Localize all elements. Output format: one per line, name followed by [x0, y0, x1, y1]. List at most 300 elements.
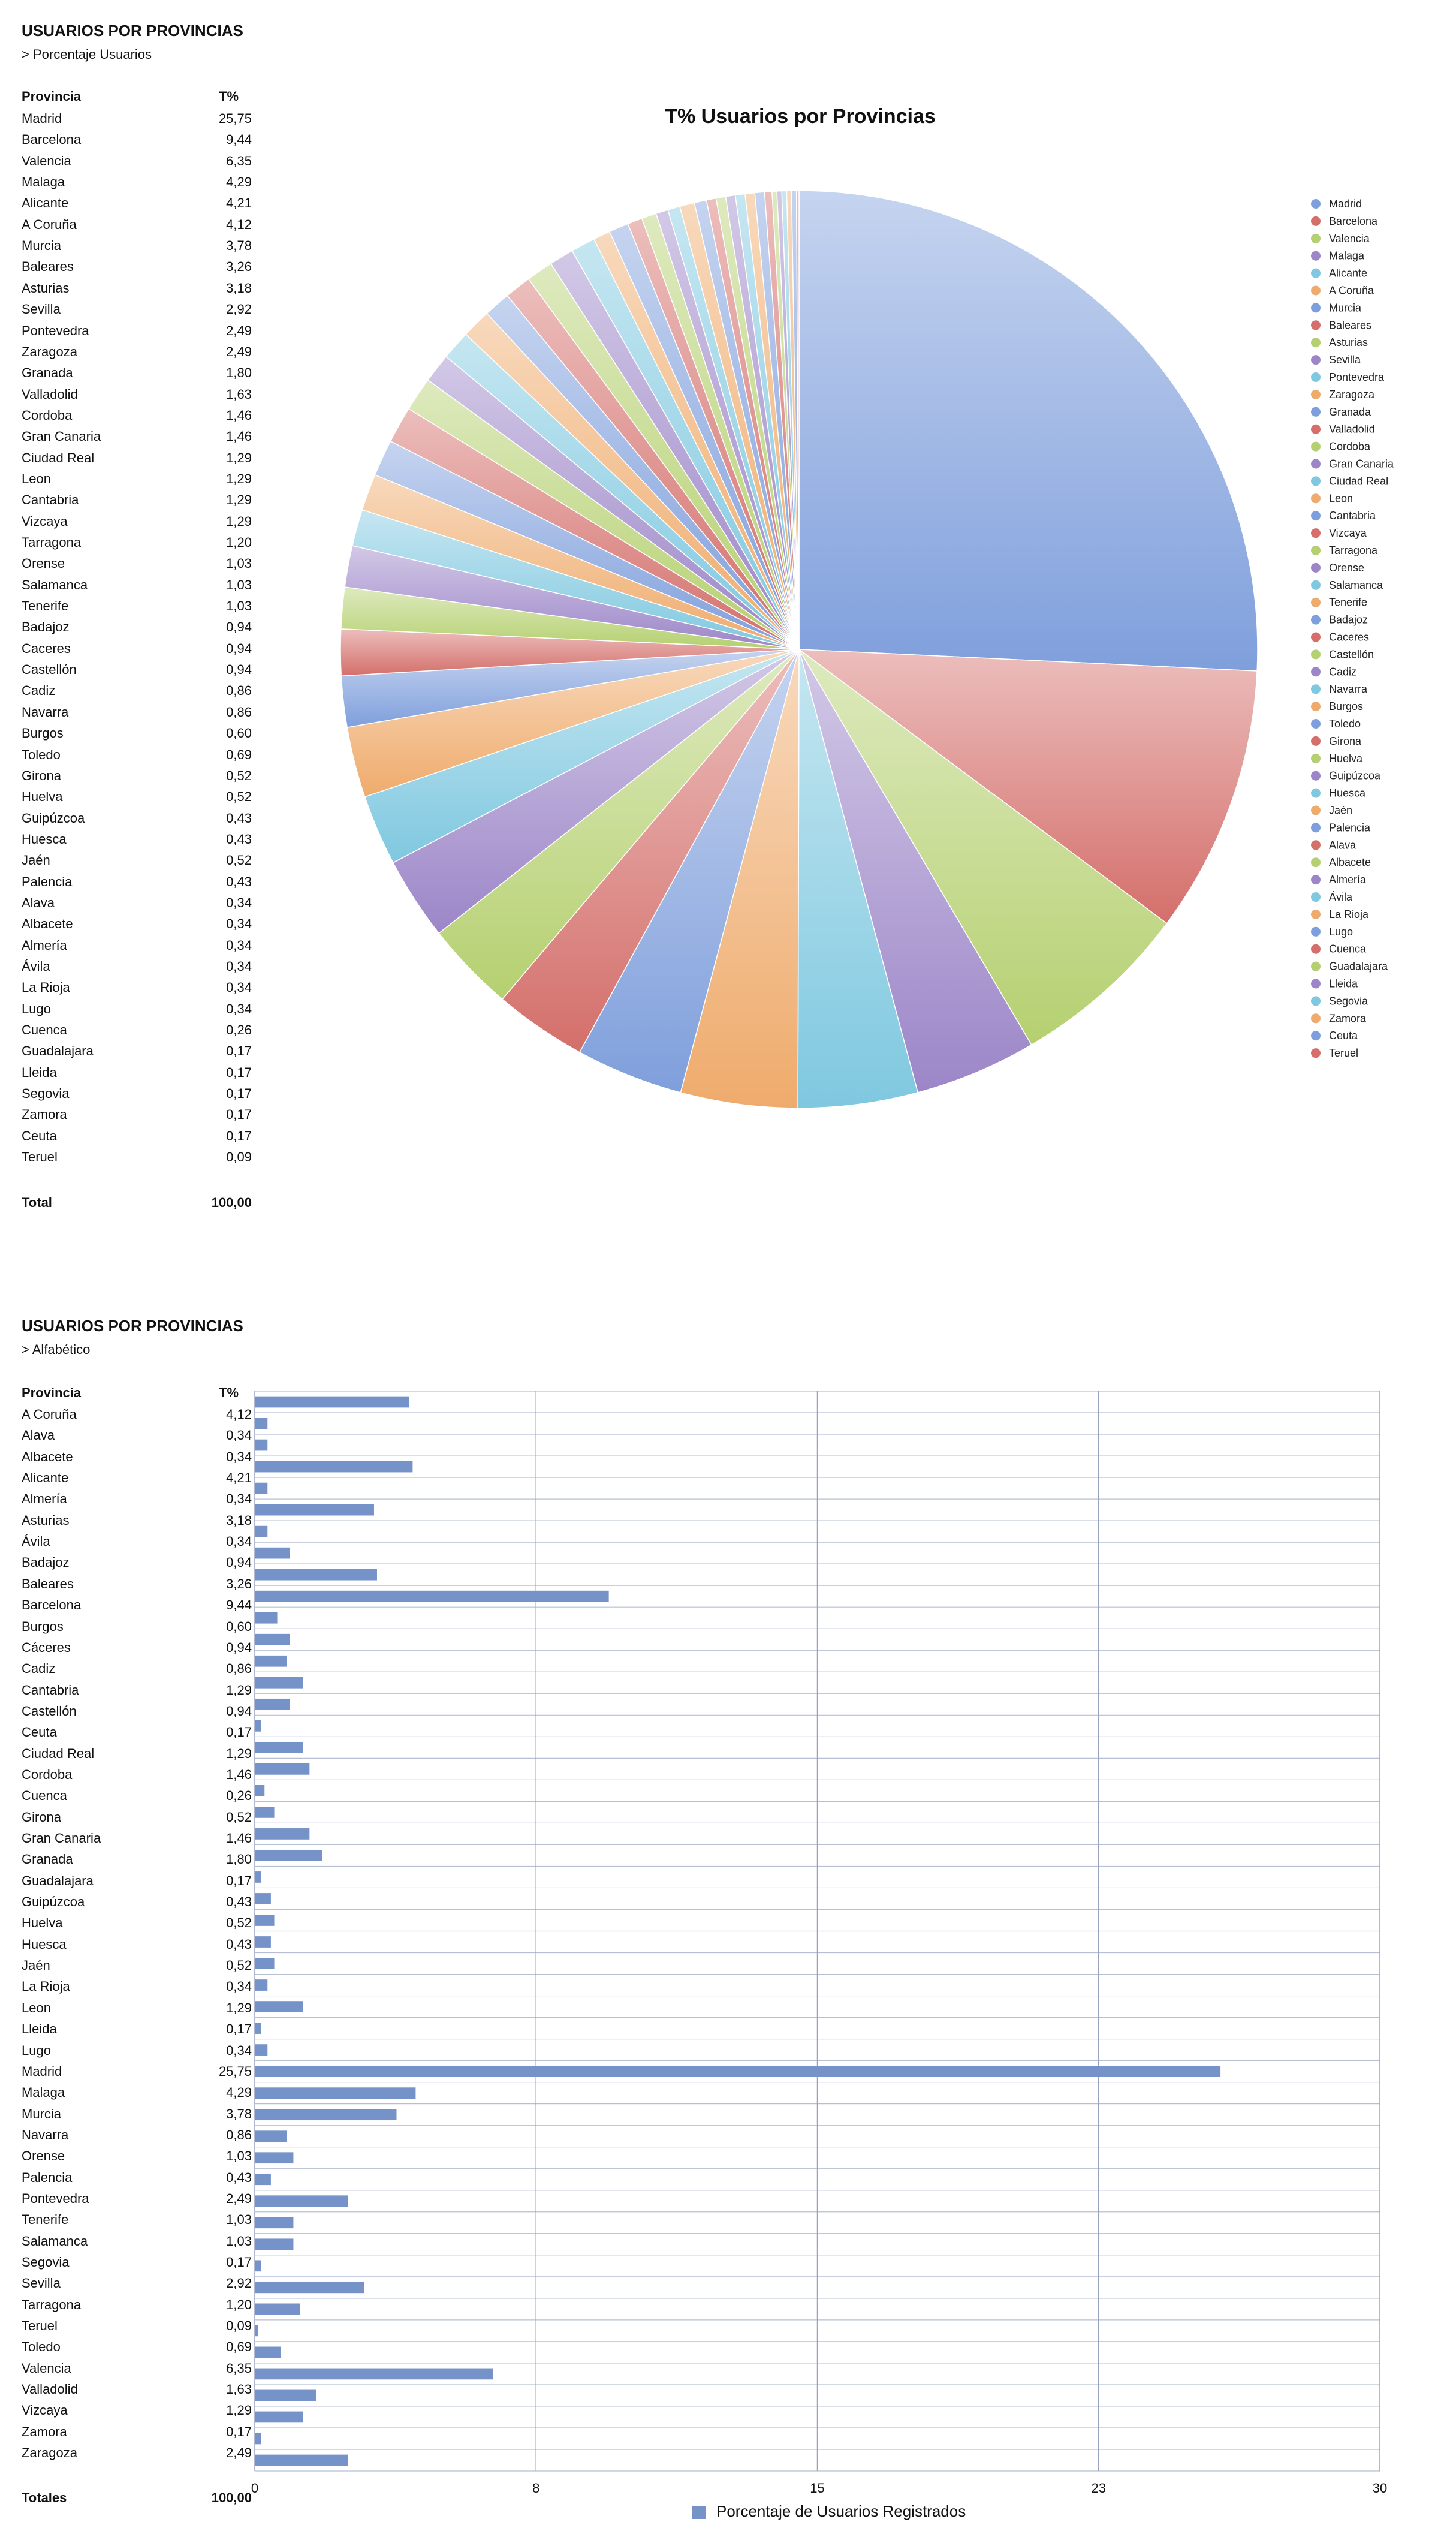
table2-row-name: Almería	[22, 1491, 67, 1507]
table1-row-value: 1,80	[226, 365, 252, 381]
legend-marker	[1311, 493, 1321, 503]
table2-row-name: Leon	[22, 2000, 51, 2015]
legend-marker	[692, 2506, 706, 2519]
bar	[255, 1979, 267, 1991]
table1-row-value: 0,17	[226, 1107, 252, 1122]
table2-row-name: La Rioja	[22, 1979, 70, 1994]
table2-row-name: Ávila	[22, 1534, 50, 1549]
pie-slice-shading	[799, 191, 1258, 671]
legend-label: Teruel	[1329, 1047, 1359, 1060]
table2-row-name: Palencia	[22, 2169, 73, 2185]
bar	[255, 2282, 364, 2293]
legend-label: Baleares	[1329, 319, 1372, 332]
table2-row-value: 0,17	[226, 2424, 252, 2439]
legend-marker	[1311, 702, 1321, 711]
table2-row-name: Tenerife	[22, 2212, 69, 2228]
legend-marker	[1311, 910, 1321, 919]
table1-row-name: Guadalajara	[22, 1043, 94, 1059]
bar	[255, 1634, 290, 1645]
table1-row-name: Asturias	[22, 280, 70, 296]
table2-row-value: 0,34	[226, 1491, 252, 1507]
table1-row-name: Huesca	[22, 831, 67, 847]
bar	[255, 2217, 293, 2228]
table2-row-name: Zaragoza	[22, 2445, 77, 2461]
bar	[255, 1418, 267, 1429]
table2-row-name: Cadiz	[22, 1661, 56, 1677]
table1-row-name: Barcelona	[22, 132, 82, 148]
bar	[255, 1893, 271, 1904]
bar	[255, 2195, 348, 2207]
bar	[255, 2325, 258, 2337]
section1-subheading: > Porcentaje Usuarios	[22, 47, 152, 62]
bar	[255, 2152, 293, 2163]
legend-label: Guipúzcoa	[1329, 769, 1381, 782]
table1-row-name: Alicante	[22, 195, 69, 211]
bar	[255, 2347, 281, 2358]
bar	[255, 1504, 374, 1516]
legend-marker	[1311, 1048, 1321, 1058]
table2-row-name: Navarra	[22, 2127, 69, 2142]
table2-row-name: Valladolid	[22, 2382, 78, 2397]
legend-label: Burgos	[1329, 700, 1364, 713]
section2-subheading: > Alfabético	[22, 1342, 91, 1357]
table1-row-value: 0,43	[226, 831, 252, 847]
table1-row-name: Cadiz	[22, 683, 56, 699]
table1-row-name: Granada	[22, 365, 73, 381]
table1-row-name: Lleida	[22, 1064, 57, 1080]
legend-marker	[1311, 875, 1321, 884]
legend-marker	[1311, 407, 1321, 417]
table2-row-name: Guadalajara	[22, 1873, 94, 1888]
legend-label: Zaragoza	[1329, 388, 1375, 401]
table2-row-name: Alicante	[22, 1470, 69, 1486]
table2-row-name: Girona	[22, 1809, 62, 1825]
table2-row-value: 0,26	[226, 1788, 252, 1804]
legend-label: Salamanca	[1329, 579, 1383, 591]
bar	[255, 1828, 309, 1840]
table2-row-name: Albacete	[22, 1449, 73, 1464]
table1-row-name: Alava	[22, 895, 55, 910]
legend-marker	[1311, 390, 1321, 399]
table2-row-value: 0,94	[226, 1703, 252, 1719]
legend-marker	[1311, 857, 1321, 867]
legend-label: Cadiz	[1329, 666, 1357, 678]
table2-row-name: Gran Canaria	[22, 1831, 101, 1846]
table2-row-value: 0,94	[226, 1555, 252, 1570]
table2-row-name: Lugo	[22, 2042, 51, 2058]
table2-row-name: Salamanca	[22, 2233, 88, 2249]
table2-row-value: 6,35	[226, 2360, 252, 2376]
legend-marker	[1311, 528, 1321, 538]
table2-row-value: 1,46	[226, 1831, 252, 1846]
table2-header-pct: T%	[219, 1385, 239, 1400]
table1-row-name: Ciudad Real	[22, 450, 95, 465]
table1-row-name: Vizcaya	[22, 513, 68, 529]
table1-row-value: 1,29	[226, 450, 252, 465]
legend-marker	[1311, 892, 1321, 902]
table1-row-name: Ceuta	[22, 1128, 57, 1143]
table2-row-value: 1,63	[226, 2382, 252, 2397]
legend-marker	[1311, 840, 1321, 850]
table2-row-name: Murcia	[22, 2106, 62, 2121]
table2-row-value: 4,21	[226, 1470, 252, 1486]
table2-row-value: 0,34	[226, 2042, 252, 2058]
legend-marker	[1311, 771, 1321, 781]
legend-marker	[1311, 251, 1321, 261]
section2-heading: USUARIOS POR PROVINCIAS	[22, 1317, 243, 1335]
bar	[255, 2369, 493, 2380]
legend-label: Castellón	[1329, 648, 1374, 661]
table1-row-name: Guipúzcoa	[22, 810, 85, 826]
table1-row-value: 0,34	[226, 959, 252, 974]
bar	[255, 2412, 303, 2423]
legend-marker	[1311, 442, 1321, 452]
table1-row-name: Salamanca	[22, 577, 88, 592]
table1-row-value: 0,34	[226, 895, 252, 910]
legend-marker	[1311, 476, 1321, 486]
legend-marker	[1311, 719, 1321, 729]
table1-row-value: 2,49	[226, 344, 252, 359]
legend-marker	[1311, 425, 1321, 434]
table2-row-name: Barcelona	[22, 1597, 82, 1613]
legend-label: Lugo	[1329, 925, 1353, 938]
legend-label: Ávila	[1329, 891, 1353, 903]
legend-label: Cantabria	[1329, 510, 1376, 522]
legend-label: Tarragona	[1329, 544, 1378, 556]
table1-row-value: 0,94	[226, 619, 252, 635]
bar	[255, 1548, 290, 1559]
table2-row-name: Sevilla	[22, 2276, 61, 2291]
table1-header-province: Provincia	[22, 89, 82, 104]
bar	[255, 1526, 267, 1537]
table2-row-value: 3,26	[226, 1576, 252, 1591]
table1-row-name: Girona	[22, 768, 62, 783]
table2-row-name: Badajoz	[22, 1555, 70, 1570]
legend-label: Valencia	[1329, 232, 1370, 245]
bar	[255, 1807, 275, 1818]
table1-header-pct: T%	[219, 89, 239, 104]
table1-row-name: Jaén	[22, 853, 50, 868]
table1-row-value: 0,94	[226, 640, 252, 656]
legend-label: Huelva	[1329, 752, 1363, 765]
table2-row-value: 1,46	[226, 1766, 252, 1782]
bar	[255, 1591, 609, 1602]
table2-row-name: A Coruña	[22, 1407, 77, 1422]
table2-row-name: Toledo	[22, 2339, 61, 2355]
legend-marker	[1311, 736, 1321, 746]
table2-row-name: Teruel	[22, 2318, 58, 2334]
legend-label: Almería	[1329, 874, 1367, 886]
table1-row-value: 4,21	[226, 195, 252, 211]
table1-row-value: 0,43	[226, 874, 252, 889]
table2-row-value: 2,92	[226, 2276, 252, 2291]
table2-row-name: Jaén	[22, 1958, 50, 1973]
table1-row-name: La Rioja	[22, 980, 70, 995]
table2-row-name: Vizcaya	[22, 2403, 68, 2418]
legend-marker	[1311, 303, 1321, 312]
table1-row-name: Gran Canaria	[22, 429, 101, 444]
table2-row-value: 0,34	[226, 1428, 252, 1443]
table1-row-name: Tenerife	[22, 598, 69, 614]
table2-row-name: Pontevedra	[22, 2190, 89, 2206]
bar	[255, 1656, 287, 1667]
table1-row-name: Tarragona	[22, 535, 82, 550]
table1-row-name: Segovia	[22, 1086, 70, 1102]
bar	[255, 2455, 348, 2466]
table1-row-value: 0,52	[226, 768, 252, 783]
bar	[255, 1397, 409, 1408]
table2-row-name: Cuenca	[22, 1788, 67, 1804]
table2-row-value: 1,20	[226, 2297, 252, 2312]
table2-row-name: Castellón	[22, 1703, 77, 1719]
table2-row-value: 1,29	[226, 2000, 252, 2015]
table1-row-value: 1,46	[226, 407, 252, 423]
legend-label: Segovia	[1329, 995, 1368, 1007]
bar	[255, 2109, 397, 2120]
table1-row-value: 1,63	[226, 386, 252, 402]
table1-row-name: Leon	[22, 471, 51, 486]
legend-label: Alava	[1329, 839, 1356, 851]
legend-label: Ceuta	[1329, 1030, 1358, 1042]
table1-row-value: 0,69	[226, 747, 252, 762]
table2-row-value: 0,43	[226, 1894, 252, 1910]
table2-row-value: 1,29	[226, 2403, 252, 2418]
table1-row-name: Toledo	[22, 747, 61, 762]
table2-row-value: 0,43	[226, 1936, 252, 1952]
table1-row-value: 4,12	[226, 216, 252, 232]
legend-marker	[1311, 372, 1321, 382]
table2-row-name: Cordoba	[22, 1766, 73, 1782]
x-tick-label: 15	[810, 2481, 825, 2496]
legend-label: Murcia	[1329, 302, 1362, 314]
legend-marker	[1311, 234, 1321, 243]
legend-marker	[1311, 459, 1321, 469]
table1-total-value: 100,00	[211, 1195, 252, 1210]
table1-row-value: 1,46	[226, 429, 252, 444]
table1-row-value: 25,75	[218, 111, 252, 126]
table2-header-province: Provincia	[22, 1385, 82, 1400]
table2-row-value: 0,34	[226, 1449, 252, 1464]
table1-row-name: Ávila	[22, 959, 50, 974]
table1-row-name: Almería	[22, 937, 67, 953]
bar	[255, 1936, 271, 1948]
bar	[255, 2238, 293, 2250]
table2-row-name: Huesca	[22, 1936, 67, 1952]
legend-marker	[1311, 962, 1321, 971]
bar	[255, 1677, 303, 1689]
table1-row-value: 1,29	[226, 492, 252, 508]
table2-row-name: Granada	[22, 1852, 73, 1867]
bar	[255, 1569, 377, 1581]
legend-marker	[1311, 580, 1321, 590]
table2-row-name: Alava	[22, 1428, 55, 1443]
bar	[255, 2044, 267, 2056]
x-tick-label: 23	[1091, 2481, 1106, 2496]
legend-marker	[1311, 979, 1321, 989]
legend-marker	[1311, 355, 1321, 365]
legend-marker	[1311, 996, 1321, 1006]
legend-label: Palencia	[1329, 821, 1371, 834]
legend-label: Orense	[1329, 561, 1365, 574]
legend-marker	[1311, 269, 1321, 278]
legend-marker	[1311, 546, 1321, 555]
table1-row-name: Orense	[22, 556, 65, 571]
legend-label: Valladolid	[1329, 423, 1375, 435]
table2-row-value: 3,18	[226, 1512, 252, 1528]
legend-marker	[1311, 598, 1321, 607]
table1-row-name: Malaga	[22, 174, 65, 190]
legend-marker	[1311, 684, 1321, 694]
table1-row-name: Castellón	[22, 662, 77, 678]
legend-label: Madrid	[1329, 198, 1362, 210]
legend-label: Guadalajara	[1329, 960, 1388, 973]
table2-row-value: 0,86	[226, 2127, 252, 2142]
legend-marker	[1311, 563, 1321, 573]
table2-row-value: 1,29	[226, 1745, 252, 1761]
table2-row-name: Cáceres	[22, 1639, 71, 1655]
table1-row-value: 1,03	[226, 556, 252, 571]
table1-row-value: 0,60	[226, 726, 252, 741]
legend-label: Sevilla	[1329, 354, 1361, 366]
table2-row-name: Cantabria	[22, 1682, 79, 1698]
table2-row-value: 0,34	[226, 1534, 252, 1549]
legend-label: Badajoz	[1329, 613, 1368, 626]
table2-row-value: 0,52	[226, 1915, 252, 1931]
bar	[255, 1763, 309, 1775]
table2-row-value: 0,94	[226, 1639, 252, 1655]
table2-row-value: 4,12	[226, 1407, 252, 1422]
table1-row-name: Sevilla	[22, 302, 61, 317]
table1-row-value: 3,26	[226, 259, 252, 275]
bar	[255, 1483, 267, 1494]
legend-label: Porcentaje de Usuarios Registrados	[716, 2502, 966, 2520]
legend-marker	[1311, 789, 1321, 798]
table1-row-name: A Coruña	[22, 216, 77, 232]
legend-label: Toledo	[1329, 718, 1361, 730]
table2-row-value: 0,09	[226, 2318, 252, 2334]
table1-row-name: Murcia	[22, 238, 62, 254]
table1-row-name: Pontevedra	[22, 323, 89, 338]
table1-row-name: Badajoz	[22, 619, 70, 635]
table1-row-value: 0,09	[226, 1149, 252, 1165]
table1-total-label: Total	[22, 1195, 52, 1210]
table1-row-value: 4,29	[226, 174, 252, 190]
legend-marker	[1311, 286, 1321, 296]
table2-row-value: 25,75	[218, 2063, 252, 2079]
table1-row-name: Valencia	[22, 153, 71, 168]
table1-row-name: Palencia	[22, 874, 73, 889]
table1-row-value: 0,17	[226, 1086, 252, 1102]
table2-row-value: 0,52	[226, 1958, 252, 1973]
table2-row-name: Valencia	[22, 2360, 71, 2376]
table1-row-value: 0,34	[226, 980, 252, 995]
table1-row-name: Madrid	[22, 111, 62, 126]
x-tick-label: 30	[1372, 2481, 1388, 2496]
bar	[255, 2433, 261, 2445]
legend-label: Cordoba	[1329, 440, 1371, 453]
legend-marker	[1311, 615, 1321, 625]
legend-label: La Rioja	[1329, 908, 1369, 920]
table1-row-value: 1,29	[226, 471, 252, 486]
legend-label: Huesca	[1329, 787, 1366, 799]
legend-label: A Coruña	[1329, 284, 1374, 297]
legend-label: Asturias	[1329, 336, 1368, 349]
bar	[255, 2066, 1220, 2077]
bar	[255, 1915, 275, 1926]
table1-row-value: 0,52	[226, 853, 252, 868]
legend-label: Jaén	[1329, 804, 1353, 817]
legend-label: Alicante	[1329, 267, 1368, 279]
legend-marker	[1311, 511, 1321, 520]
table2-row-value: 2,49	[226, 2445, 252, 2461]
legend-marker	[1311, 944, 1321, 954]
table1-row-name: Albacete	[22, 916, 73, 932]
bar	[255, 2174, 271, 2185]
bar	[255, 1720, 261, 1732]
bar	[255, 1461, 412, 1473]
legend-label: Zamora	[1329, 1012, 1367, 1025]
legend-marker	[1311, 649, 1321, 659]
legend-label: Caceres	[1329, 631, 1370, 643]
table1-row-name: Valladolid	[22, 386, 78, 402]
legend-marker	[1311, 216, 1321, 226]
legend-label: Malaga	[1329, 249, 1365, 262]
table1-row-value: 9,44	[226, 132, 252, 148]
table1-row-value: 1,20	[226, 535, 252, 550]
legend-label: Ciudad Real	[1329, 475, 1389, 487]
table1-row-value: 0,94	[226, 662, 252, 678]
table2-row-value: 0,52	[226, 1809, 252, 1825]
legend-label: Navarra	[1329, 683, 1368, 696]
table2-row-value: 4,29	[226, 2085, 252, 2100]
table2-row-name: Guipúzcoa	[22, 1894, 85, 1910]
bar	[255, 1699, 290, 1710]
table1-row-value: 0,52	[226, 789, 252, 805]
table1-row-value: 0,86	[226, 683, 252, 699]
legend-label: Pontevedra	[1329, 371, 1385, 383]
table1-row-value: 2,49	[226, 323, 252, 338]
bar	[255, 1785, 264, 1796]
table1-row-value: 6,35	[226, 153, 252, 168]
table2-row-value: 1,03	[226, 2233, 252, 2249]
table1-row-value: 0,26	[226, 1022, 252, 1038]
legend-marker	[1311, 633, 1321, 642]
table1-row-value: 1,03	[226, 577, 252, 592]
legend-label: Barcelona	[1329, 215, 1378, 227]
bar	[255, 2130, 287, 2142]
legend-marker	[1311, 1031, 1321, 1040]
legend-label: Albacete	[1329, 856, 1371, 869]
table2-row-value: 0,17	[226, 2021, 252, 2037]
table1-row-value: 0,34	[226, 916, 252, 932]
table2-row-name: Burgos	[22, 1618, 64, 1634]
table1-row-name: Teruel	[22, 1149, 58, 1165]
legend-label: Vizcaya	[1329, 527, 1367, 540]
table2-row-name: Baleares	[22, 1576, 74, 1591]
table2-row-value: 0,60	[226, 1618, 252, 1634]
legend-label: Cuenca	[1329, 943, 1367, 955]
table1-row-value: 0,34	[226, 937, 252, 953]
legend-marker	[1311, 806, 1321, 815]
table2-row-value: 1,03	[226, 2212, 252, 2228]
table2-row-name: Segovia	[22, 2255, 70, 2270]
bar	[255, 1850, 322, 1861]
legend-label: Granada	[1329, 405, 1371, 418]
bar	[255, 1871, 261, 1883]
table1-row-value: 2,92	[226, 302, 252, 317]
table2-row-value: 3,78	[226, 2106, 252, 2121]
table1-row-name: Cordoba	[22, 407, 73, 423]
